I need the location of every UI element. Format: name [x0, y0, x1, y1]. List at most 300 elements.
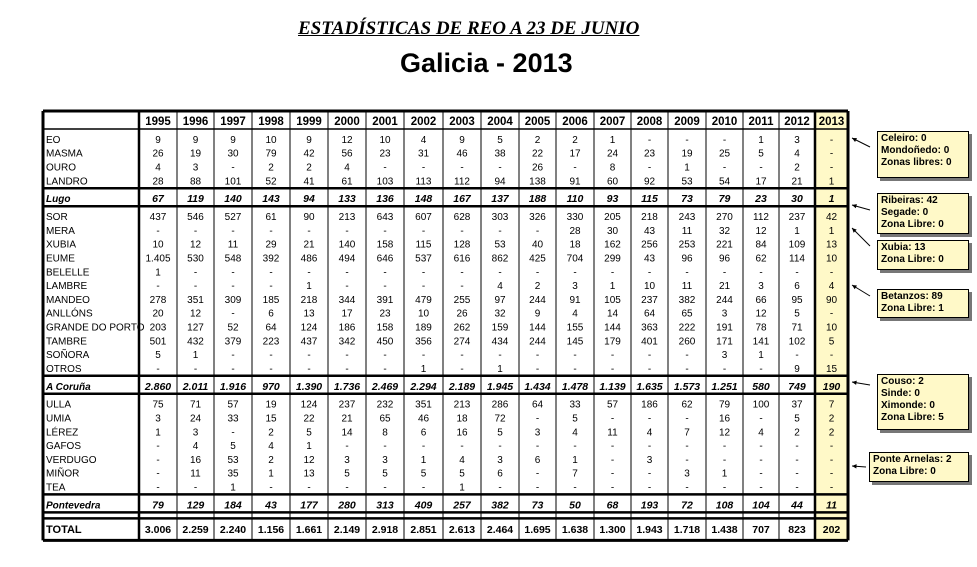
table-cell: 309 [224, 294, 242, 306]
table-cell: 158 [376, 239, 394, 251]
table-cell: 1.638 [561, 523, 589, 536]
table-cell: 73 [681, 193, 693, 206]
table-cell: 71 [189, 399, 202, 411]
table-cell: 5 [828, 336, 835, 348]
table-cell: 26 [456, 308, 468, 320]
table-cell: 1 [828, 193, 835, 206]
table-cell: 10 [643, 281, 656, 293]
table-cell: - [759, 413, 763, 425]
page-subtitle: Galicia - 2013 [400, 48, 573, 78]
table-cell: 7 [828, 399, 835, 411]
table-cell: 3 [192, 162, 199, 174]
table-cell: 2 [794, 427, 800, 439]
table-cell: 2.149 [333, 523, 361, 536]
table-cell: 270 [716, 212, 733, 224]
table-cell: 91 [569, 176, 581, 188]
table-cell: - [231, 308, 235, 320]
table-cell: 144 [604, 322, 621, 334]
table-cell: 21 [303, 239, 315, 251]
callout-note-line: Sinde: 0 [881, 388, 920, 399]
table-cell: 5 [497, 134, 503, 146]
table-cell: - [460, 441, 464, 453]
table-cell: 24 [606, 148, 619, 160]
table-cell: - [498, 225, 502, 237]
table-cell: 2.860 [144, 380, 172, 393]
table-cell: - [759, 482, 763, 494]
table-cell: 494 [338, 253, 356, 265]
table-cell: - [535, 363, 540, 375]
table-cell: 862 [491, 253, 509, 265]
table-cell: 11 [681, 225, 693, 237]
callout-note [869, 452, 969, 482]
river-name: TAMBRE [46, 336, 87, 348]
table-cell: 3 [794, 134, 800, 146]
table-cell: 8 [382, 427, 388, 439]
table-cell: 5 [497, 427, 503, 439]
table-cell: 260 [678, 336, 696, 348]
table-cell: - [231, 427, 235, 439]
table-cell: 434 [491, 336, 509, 348]
callout-note [877, 193, 969, 234]
table-cell: - [421, 267, 426, 279]
callout-note [877, 374, 969, 430]
table-cell: 1.573 [673, 380, 701, 393]
table-cell: 100 [752, 399, 770, 411]
table-cell: 186 [641, 399, 658, 411]
table-cell: 382 [678, 294, 696, 306]
table-cell: 5 [306, 427, 312, 439]
callout-note-line: Zona Libre: 1 [881, 303, 944, 314]
year-header: 2005 [524, 116, 551, 128]
table-cell: - [573, 482, 577, 494]
table-cell: - [647, 482, 652, 494]
table-cell: 140 [338, 239, 356, 251]
table-cell: 29 [265, 239, 277, 251]
table-cell: 546 [187, 212, 204, 224]
table-cell: 1 [230, 482, 236, 494]
table-cell: 10 [825, 322, 838, 334]
table-cell: 11 [607, 427, 618, 439]
table-cell: 96 [681, 253, 693, 265]
table-cell: 93 [606, 193, 619, 206]
table-cell: - [573, 441, 577, 453]
table-cell: 6 [420, 427, 427, 439]
river-name: EO [46, 134, 61, 146]
river-name: ANLLÓNS [46, 308, 93, 320]
table-cell: 1.916 [219, 380, 247, 393]
table-cell: 5 [155, 350, 161, 362]
province-total-label: Pontevedra [46, 500, 101, 512]
table-cell: 218 [641, 212, 658, 224]
table-cell: 643 [376, 212, 394, 224]
year-header: 2000 [334, 116, 360, 128]
table-cell: 330 [566, 212, 584, 224]
table-cell: 112 [753, 212, 769, 224]
table-cell: 256 [641, 239, 658, 251]
table-cell: 88 [189, 176, 202, 188]
table-cell: 108 [715, 499, 734, 512]
table-cell: 548 [224, 253, 242, 265]
table-cell: 1.300 [599, 523, 626, 536]
table-cell: 15 [265, 413, 277, 425]
table-cell: - [829, 134, 834, 146]
table-cell: 10 [265, 134, 277, 146]
table-cell: 66 [755, 294, 767, 306]
river-name: SOÑORA [46, 350, 90, 362]
table-cell: - [383, 162, 387, 174]
table-cell: - [535, 267, 540, 279]
table-cell: - [647, 350, 652, 362]
table-cell: 32 [718, 225, 731, 237]
table-cell: 41 [303, 176, 315, 188]
river-name: MASMA [46, 148, 83, 160]
table-cell: 232 [376, 399, 394, 411]
table-cell: 530 [187, 253, 204, 265]
table-cell: 1.945 [486, 380, 514, 393]
table-cell: - [722, 363, 727, 375]
table-cell: - [573, 267, 577, 279]
table-cell: 1 [459, 482, 465, 494]
table-cell: 40 [531, 239, 544, 251]
table-cell: - [610, 363, 615, 375]
table-cell: 4 [497, 281, 503, 293]
river-name: GRANDE DO PORTO [46, 322, 145, 334]
table-cell: 749 [788, 380, 806, 393]
year-header: 1999 [296, 116, 322, 128]
table-cell: - [610, 454, 615, 466]
table-cell: 2 [828, 427, 835, 439]
table-cell: 9 [230, 134, 236, 146]
table-cell: 363 [641, 322, 658, 334]
table-cell: 124 [300, 399, 318, 411]
table-cell: 11 [190, 468, 201, 480]
table-cell: 1 [268, 468, 274, 480]
callout-note-line: Ximonde: 0 [881, 400, 935, 411]
table-cell: 72 [681, 499, 693, 512]
table-cell: - [345, 482, 349, 494]
table-cell: 379 [224, 336, 242, 348]
table-cell: 351 [187, 294, 204, 306]
table-cell: 2.918 [371, 523, 399, 536]
table-cell: 12 [755, 225, 767, 237]
table-cell: - [269, 267, 273, 279]
table-cell: 704 [566, 253, 584, 265]
table-cell: 32 [494, 308, 506, 320]
table-cell: 19 [189, 148, 202, 160]
table-cell: - [345, 363, 349, 375]
table-cell: 73 [531, 499, 544, 512]
table-cell: - [345, 441, 349, 453]
river-name: LAMBRE [46, 281, 88, 293]
table-cell: 1 [721, 468, 728, 480]
table-cell: 31 [417, 148, 430, 160]
table-cell: - [647, 363, 652, 375]
table-cell: - [269, 363, 273, 375]
table-cell: 92 [643, 176, 656, 188]
table-cell: 96 [718, 253, 731, 265]
table-cell: - [498, 162, 502, 174]
table-cell: 280 [338, 499, 356, 512]
table-cell: 4 [459, 454, 465, 466]
table-cell: 2.294 [410, 380, 437, 393]
callout-arrowhead [852, 464, 857, 468]
table-cell: 14 [341, 427, 353, 439]
table-cell: 5 [459, 468, 465, 480]
table-cell: - [460, 267, 464, 279]
table-cell: 6 [497, 468, 503, 480]
table-cell: 143 [262, 193, 280, 206]
table-cell: 53 [227, 454, 239, 466]
table-cell: 23 [643, 148, 656, 160]
table-cell: 133 [338, 193, 356, 206]
table-cell: 52 [265, 176, 277, 188]
table-cell: 1 [497, 363, 503, 375]
table-cell: 1.139 [599, 380, 626, 393]
table-cell: 57 [227, 399, 239, 411]
table-cell: 437 [149, 212, 167, 224]
river-name: BELELLE [46, 267, 90, 279]
table-cell: 9 [794, 363, 800, 375]
table-cell: 344 [338, 294, 356, 306]
table-cell: 9 [534, 308, 541, 320]
table-cell: 409 [414, 499, 433, 512]
table-cell: 109 [788, 239, 806, 251]
table-cell: 4 [268, 441, 274, 453]
table-cell: - [759, 454, 763, 466]
table-cell: 3 [684, 468, 690, 480]
river-name: EUME [46, 253, 75, 265]
table-cell: 2 [534, 134, 541, 146]
table-cell: 253 [678, 239, 696, 251]
table-cell: 53 [494, 239, 506, 251]
callout-note-line: Mondoñedo: 0 [881, 145, 950, 156]
table-cell: 18 [569, 239, 581, 251]
table-cell: - [193, 267, 198, 279]
table-cell: 61 [265, 212, 277, 224]
table-cell: 64 [265, 322, 277, 334]
year-header: 1998 [258, 116, 284, 128]
callout-note-line: Celeiro: 0 [881, 133, 927, 144]
table-cell: - [722, 267, 727, 279]
callout-note-line: Ponte Arnelas: 2 [873, 454, 952, 465]
table-cell: - [685, 454, 689, 466]
table-cell: 127 [187, 322, 204, 334]
table-cell: 94 [494, 176, 506, 188]
table-cell: - [156, 482, 160, 494]
table-cell: 607 [415, 212, 432, 224]
table-cell: 10 [379, 134, 391, 146]
table-cell: 2 [534, 281, 541, 293]
river-name: LANDRO [46, 176, 88, 188]
table-cell: 4 [155, 162, 161, 174]
table-cell: 188 [528, 193, 547, 206]
table-cell: 11 [826, 499, 837, 512]
table-cell: 5 [758, 148, 764, 160]
table-cell: - [610, 350, 615, 362]
table-cell: - [647, 267, 652, 279]
table-cell: 79 [718, 193, 731, 206]
table-cell: 4 [646, 427, 653, 439]
table-cell: 110 [566, 193, 584, 206]
river-name: MANDEO [46, 294, 90, 306]
table-cell: 237 [788, 212, 806, 224]
table-cell: 628 [453, 212, 471, 224]
river-name: LÉREZ [46, 427, 79, 439]
table-cell: 11 [681, 281, 693, 293]
table-cell: 10 [825, 253, 838, 265]
table-cell: - [345, 281, 349, 293]
table-cell: 351 [415, 399, 432, 411]
table-cell: 221 [716, 239, 733, 251]
table-cell: 326 [529, 212, 546, 224]
table-cell: 3 [155, 413, 161, 425]
table-cell: 21 [341, 413, 353, 425]
table-cell: 179 [604, 336, 621, 348]
table-cell: 42 [825, 212, 838, 224]
table-cell: 90 [303, 212, 315, 224]
river-name: MIÑOR [46, 468, 80, 480]
table-cell: 7 [572, 468, 578, 480]
table-cell: 11 [227, 239, 239, 251]
callout-note-line: Betanzos: 89 [881, 291, 943, 302]
table-cell: 9 [192, 134, 199, 146]
table-cell: - [460, 225, 464, 237]
year-header: 2001 [372, 116, 398, 128]
table-cell: 1 [758, 350, 764, 362]
table-cell: 213 [453, 399, 471, 411]
table-cell: 527 [224, 212, 242, 224]
table-cell: 30 [606, 225, 619, 237]
table-cell: 97 [494, 294, 506, 306]
table-cell: - [269, 482, 273, 494]
table-cell: 1 [155, 267, 161, 279]
table-cell: 64 [643, 308, 656, 320]
table-cell: 237 [338, 399, 356, 411]
table-cell: - [269, 225, 273, 237]
table-cell: 5 [794, 413, 800, 425]
table-cell: 75 [152, 399, 164, 411]
page-title: ESTADÍSTICAS DE REO A 23 DE JUNIO [298, 18, 640, 39]
table-cell: 30 [227, 148, 239, 160]
table-cell: 18 [456, 413, 468, 425]
year-header: 2003 [449, 116, 475, 128]
table-cell: - [535, 350, 540, 362]
table-cell: 1 [828, 225, 835, 237]
table-cell: 158 [376, 322, 394, 334]
callout-note [877, 289, 969, 318]
table-cell: 4 [344, 162, 350, 174]
table-cell: 1.478 [561, 380, 589, 393]
table-cell: 501 [149, 336, 167, 348]
table-cell: - [383, 281, 387, 293]
table-cell: 185 [262, 294, 280, 306]
table-cell: - [829, 148, 834, 160]
table-cell: - [383, 441, 387, 453]
table-cell: 3 [497, 454, 503, 466]
table-cell: 25 [718, 148, 731, 160]
table-cell: - [535, 468, 540, 480]
callout-note-line: Zona Libre: 0 [873, 466, 936, 477]
table-cell: 1 [609, 281, 616, 293]
table-cell: 148 [414, 193, 433, 206]
table-cell: 56 [341, 148, 353, 160]
table-cell: 244 [529, 336, 546, 348]
table-cell: 8 [609, 162, 616, 174]
year-header: 2008 [636, 116, 663, 128]
table-cell: - [759, 468, 763, 480]
callout-arrowhead [852, 381, 857, 385]
table-cell: - [421, 225, 426, 237]
table-cell: - [610, 441, 615, 453]
table-cell: 12 [718, 427, 731, 439]
table-cell: 1 [306, 281, 312, 293]
table-cell: 222 [678, 322, 696, 334]
table-cell: 1 [794, 225, 800, 237]
year-header: 2009 [674, 116, 700, 128]
table-cell: 1 [572, 454, 578, 466]
table-cell: - [685, 134, 689, 146]
table-cell: 7 [684, 427, 690, 439]
table-cell: 101 [224, 176, 242, 188]
callout-note-line: Zona Libre: 5 [881, 412, 944, 423]
table-cell: 79 [152, 499, 164, 512]
table-cell: 113 [415, 176, 432, 188]
table-cell: 4 [192, 441, 199, 453]
table-cell: 26 [531, 162, 544, 174]
table-cell: 114 [789, 253, 805, 265]
table-cell: - [193, 482, 198, 494]
year-header: 1995 [145, 116, 171, 128]
table-cell: - [460, 350, 464, 362]
table-cell: 2.469 [371, 380, 399, 393]
table-cell: 3 [192, 427, 199, 439]
table-cell: 1.434 [524, 380, 551, 393]
table-cell: 243 [678, 212, 696, 224]
table-cell: 50 [569, 499, 581, 512]
table-cell: 13 [303, 308, 315, 320]
table-cell: 104 [752, 499, 770, 512]
table-cell: 94 [303, 193, 315, 206]
table-cell: 79 [718, 399, 731, 411]
table-cell: 9 [155, 134, 161, 146]
river-name: VERDUGO [46, 454, 97, 466]
table-cell: - [421, 281, 426, 293]
table-cell: 12 [341, 134, 353, 146]
table-cell: - [722, 134, 727, 146]
table-cell: 17 [569, 148, 581, 160]
table-cell: 16 [189, 454, 202, 466]
table-cell: - [156, 441, 160, 453]
table-cell: - [231, 363, 235, 375]
table-cell: 105 [604, 294, 621, 306]
table-cell: 43 [643, 253, 656, 265]
table-cell: 62 [755, 253, 767, 265]
table-cell: 1.390 [295, 380, 323, 393]
table-cell: 141 [752, 336, 770, 348]
table-cell: 28 [152, 176, 164, 188]
table-cell: - [759, 267, 763, 279]
table-cell: - [647, 134, 652, 146]
table-cell: 90 [825, 294, 838, 306]
table-cell: 203 [149, 322, 167, 334]
table-cell: 3 [758, 281, 764, 293]
table-cell: 167 [453, 193, 471, 206]
table-cell: - [685, 482, 689, 494]
table-cell: 60 [606, 176, 619, 188]
table-cell: 129 [186, 499, 205, 512]
table-cell: 5 [382, 468, 388, 480]
table-cell: 14 [606, 308, 619, 320]
